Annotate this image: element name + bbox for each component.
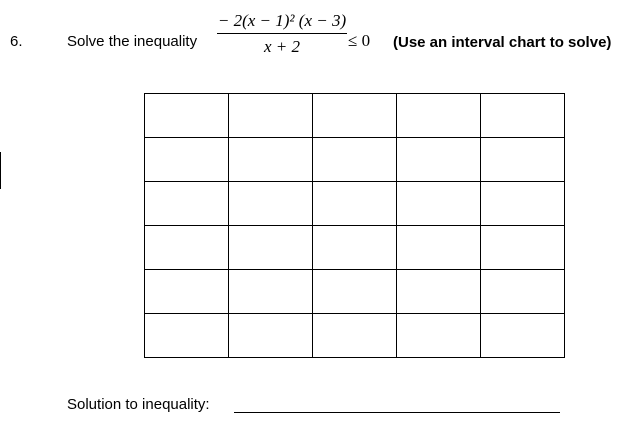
chart-cell[interactable] [145,94,229,138]
chart-cell[interactable] [313,314,397,358]
chart-cell[interactable] [313,270,397,314]
fraction-numerator: − 2(x − 1)² (x − 3) [217,11,347,30]
chart-cell[interactable] [397,226,481,270]
chart-cell[interactable] [397,94,481,138]
chart-cell[interactable] [145,138,229,182]
chart-row [145,270,565,314]
solution-answer-line[interactable] [234,412,560,413]
chart-cell[interactable] [145,270,229,314]
solution-label: Solution to inequality: [67,396,210,413]
chart-cell[interactable] [229,270,313,314]
chart-cell[interactable] [481,226,565,270]
chart-row [145,94,565,138]
chart-row [145,226,565,270]
chart-cell[interactable] [145,314,229,358]
fraction-bar [217,33,347,34]
chart-cell[interactable] [313,94,397,138]
chart-row [145,138,565,182]
chart-cell[interactable] [229,94,313,138]
chart-cell[interactable] [313,182,397,226]
chart-cell[interactable] [397,270,481,314]
chart-cell[interactable] [313,226,397,270]
chart-cell[interactable] [481,182,565,226]
chart-cell[interactable] [229,314,313,358]
inequality-relation: ≤ 0 [348,31,371,50]
chart-cell[interactable] [397,182,481,226]
chart-cell[interactable] [397,314,481,358]
chart-row [145,314,565,358]
chart-row [145,182,565,226]
problem-prompt: Solve the inequality [67,33,198,50]
chart-cell[interactable] [481,270,565,314]
chart-cell[interactable] [481,94,565,138]
chart-cell[interactable] [397,138,481,182]
interval-chart [144,93,565,358]
chart-cell[interactable] [229,182,313,226]
chart-cell[interactable] [229,138,313,182]
fraction-denominator: x + 2 [263,37,301,56]
chart-cell[interactable] [481,138,565,182]
chart-cell[interactable] [313,138,397,182]
chart-cell[interactable] [481,314,565,358]
chart-cell[interactable] [145,226,229,270]
inequality-fraction [217,10,347,58]
problem-number: 6. [10,33,23,50]
chart-cell[interactable] [229,226,313,270]
margin-cursor-mark [0,152,1,189]
problem-hint: (Use an interval chart to solve) [393,34,612,51]
chart-cell[interactable] [145,182,229,226]
